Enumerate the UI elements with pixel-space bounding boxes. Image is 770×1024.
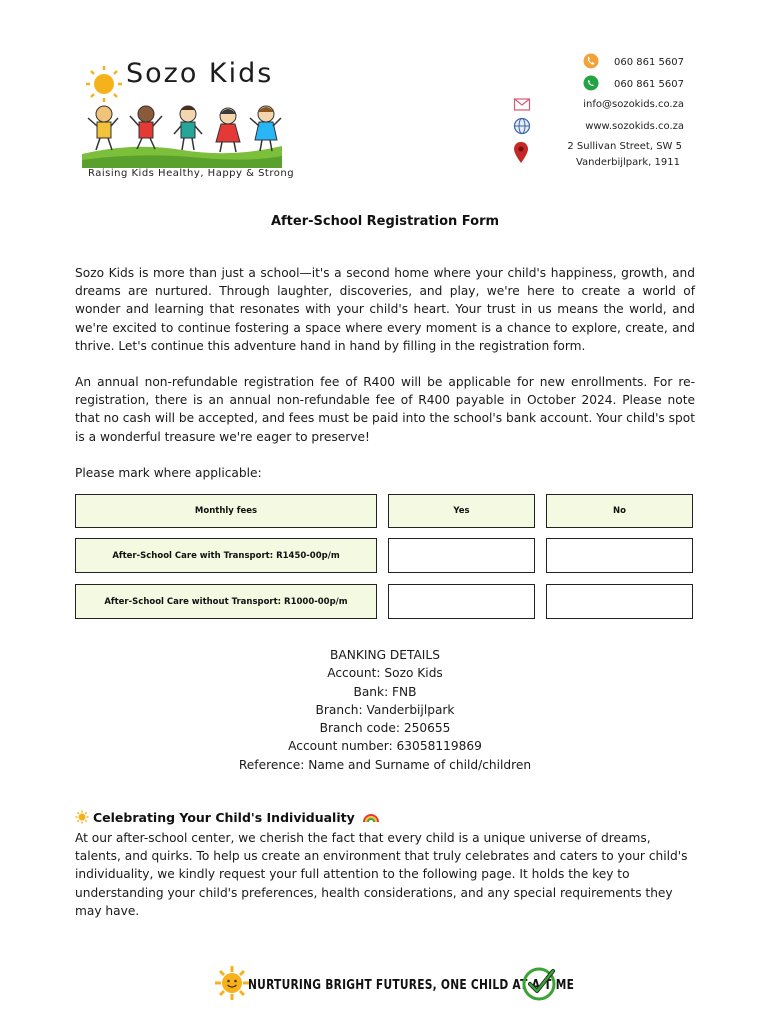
logo bbox=[82, 54, 295, 184]
fee-row-label-with-transport: After-School Care with Transport: R1450-00p/m bbox=[75, 538, 377, 573]
banking-reference: Reference: Name and Surname of child/children bbox=[238, 757, 532, 772]
footer-slogan bbox=[214, 964, 575, 1004]
without-transport-no-checkbox[interactable] bbox=[546, 584, 693, 619]
banking-account-number: Account number: 63058119869 bbox=[288, 739, 482, 754]
email-link[interactable]: info@sozokids.co.za bbox=[583, 99, 684, 110]
smiling-sun-icon bbox=[214, 964, 250, 1004]
fee-note-paragraph: An annual non-refundable registration fee of R400 will be applicable for new enrollments. For re-registration, there is an annual non-refundable fee of R400 payable in October 2024. Please note that no cash will be accepted, and fees must be paid into the school's bank account. Your child's spot is a wonderful treasure we're eager to preserve! bbox=[75, 375, 695, 444]
rainbow-icon bbox=[363, 811, 379, 823]
footer-slogan-text: NURTURING BRIGHT FUTURES, ONE CHILD AT A TIME bbox=[248, 978, 575, 993]
phone-icon bbox=[583, 53, 599, 69]
fee-row-label-without-transport: After-School Care without Transport: R1000-00p/m bbox=[75, 584, 377, 619]
banking-heading: BANKING DETAILS bbox=[330, 648, 440, 662]
logo-title: Sozo Kids bbox=[126, 58, 274, 89]
individuality-heading: Celebrating Your Child's Individuality bbox=[93, 810, 355, 825]
checkmark-icon bbox=[520, 965, 558, 1003]
email-icon bbox=[513, 96, 531, 112]
banking-details bbox=[0, 646, 770, 774]
kids-illustration bbox=[88, 106, 281, 152]
no-header: No bbox=[546, 494, 693, 528]
individuality-paragraph: At our after-school center, we cherish the fact that every child is a unique universe of dreams, talents, and quirks. To help us create an environment that truly celebrates and caters to your child's individuality, we kindly request your full attention to the following page. It holds the key to understanding your child's preferences, health considerations, and any special requirements they may have. bbox=[75, 831, 688, 918]
globe-icon bbox=[513, 117, 531, 135]
website-link[interactable]: www.sozokids.co.za bbox=[585, 121, 684, 132]
monthly-fees-header: Monthly fees bbox=[75, 494, 377, 528]
individuality-heading-row bbox=[75, 810, 379, 825]
with-transport-no-checkbox[interactable] bbox=[546, 538, 693, 573]
yes-header: Yes bbox=[388, 494, 535, 528]
whatsapp-icon bbox=[583, 75, 599, 91]
banking-branch: Branch: Vanderbijlpark bbox=[315, 702, 455, 717]
banking-branch-code: Branch code: 250655 bbox=[319, 721, 451, 736]
address-line-1: 2 Sullivan Street, SW 5 bbox=[567, 141, 682, 152]
instruction-text: Please mark where applicable: bbox=[75, 466, 262, 480]
address-line-2: Vanderbijlpark, 1911 bbox=[575, 157, 680, 168]
phone-number[interactable]: 060 861 5607 bbox=[614, 57, 684, 68]
intro-paragraph: Sozo Kids is more than just a school—it's a second home where your child's happiness, growth, and dreams are nurtured. Through laughter, discoveries, and play, we're here to create a world of wonder and learning that resonates with your child's heart. Your trust in us means the world, and we're excited to continue fostering a space where every moment is a chance to explore, create, and thrive. Let's continue this adventure hand in hand by filling in the registration form. bbox=[75, 266, 695, 353]
location-pin-icon bbox=[513, 141, 529, 165]
without-transport-yes-checkbox[interactable] bbox=[388, 584, 535, 619]
sun-icon bbox=[86, 66, 122, 102]
page-title: After-School Registration Form bbox=[270, 214, 500, 229]
whatsapp-number[interactable]: 060 861 5607 bbox=[614, 79, 684, 90]
logo-tagline: Raising Kids Healthy, Happy & Strong bbox=[88, 168, 295, 179]
banking-bank: Bank: FNB bbox=[353, 684, 417, 699]
star-icon bbox=[75, 810, 89, 824]
with-transport-yes-checkbox[interactable] bbox=[388, 538, 535, 573]
banking-account: Account: Sozo Kids bbox=[327, 666, 443, 681]
